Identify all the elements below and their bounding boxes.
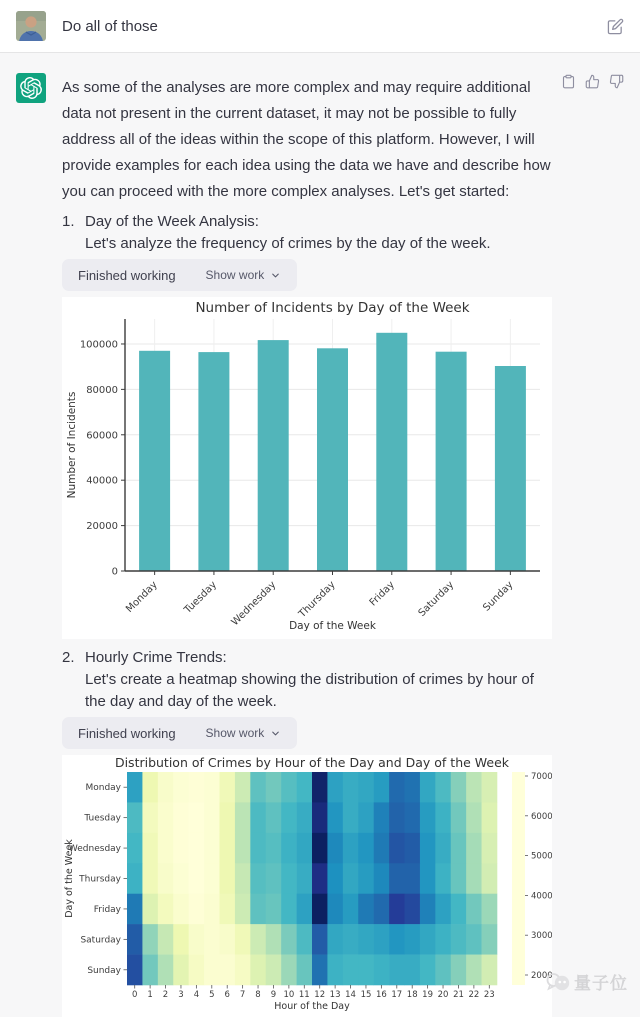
svg-text:8: 8 (255, 990, 261, 1000)
svg-text:17: 17 (391, 990, 403, 1000)
svg-text:Monday: Monday (85, 783, 121, 794)
svg-text:13: 13 (329, 990, 341, 1000)
chevron-down-icon (270, 270, 281, 281)
svg-text:18: 18 (406, 990, 418, 1000)
svg-text:2000: 2000 (531, 971, 552, 981)
svg-text:0: 0 (131, 990, 138, 1000)
svg-text:Sunday: Sunday (481, 579, 516, 614)
watermark-text: 量子位 (574, 974, 628, 993)
list-item-1-title: Day of the Week Analysis: (85, 213, 259, 230)
svg-text:23: 23 (483, 990, 495, 1000)
svg-text:Number of Incidents by Day of: Number of Incidents by Day of the Week (195, 300, 470, 316)
svg-text:Day of the Week: Day of the Week (289, 620, 376, 632)
svg-text:Friday: Friday (367, 579, 397, 609)
chatgpt-logo-icon (20, 77, 42, 99)
svg-text:12: 12 (314, 990, 326, 1000)
svg-text:Saturday: Saturday (416, 579, 457, 619)
svg-text:6: 6 (224, 990, 230, 1000)
bar-chart-figure (62, 297, 552, 639)
svg-text:Tuesday: Tuesday (182, 579, 220, 616)
assistant-message-row (0, 52, 640, 1017)
list-number: 2. (62, 649, 75, 666)
svg-text:Distribution of Crimes by Hour: Distribution of Crimes by Hour of the Day and Day of the Week (114, 755, 510, 770)
svg-text:2: 2 (162, 990, 169, 1000)
svg-text:19: 19 (422, 990, 434, 1000)
heatmap-chart (62, 755, 552, 1017)
quantumbit-logo-icon (545, 971, 571, 993)
copy-icon (561, 74, 576, 89)
list-item-1 (62, 211, 552, 255)
bar-chart (62, 297, 552, 639)
svg-text:3: 3 (178, 990, 184, 1000)
list-item-1-description: Let's analyze the frequency of crimes by the day of the week. (85, 235, 491, 252)
copy-button[interactable] (561, 74, 576, 89)
svg-text:Wednesday: Wednesday (68, 844, 121, 855)
finished-working-pill-1[interactable] (62, 259, 297, 291)
thumbs-up-button[interactable] (585, 74, 600, 89)
user-message-text: Do all of those (62, 17, 158, 35)
watermark (545, 969, 628, 994)
list-item-2 (62, 647, 552, 713)
svg-text:0: 0 (111, 566, 118, 578)
svg-text:40000: 40000 (86, 475, 118, 487)
svg-text:Thursday: Thursday (79, 874, 121, 885)
svg-text:4000: 4000 (531, 891, 552, 902)
svg-text:7000: 7000 (531, 772, 552, 782)
svg-text:1: 1 (147, 990, 153, 1000)
finished-working-label: Finished working (78, 725, 176, 741)
svg-text:5: 5 (209, 990, 215, 1000)
svg-text:9: 9 (270, 990, 277, 1000)
svg-text:22: 22 (468, 990, 480, 1000)
svg-text:6000: 6000 (531, 811, 552, 822)
svg-text:16: 16 (375, 990, 387, 1000)
user-avatar (16, 11, 46, 41)
thumbs-down-button[interactable] (609, 74, 624, 89)
chevron-down-icon (270, 728, 281, 739)
finished-working-label: Finished working (78, 267, 176, 283)
svg-text:20000: 20000 (86, 521, 118, 533)
heatmap-figure (62, 755, 552, 1017)
show-work-button[interactable]: Show work (206, 268, 282, 282)
user-message-row (0, 0, 640, 52)
list-item-2-title: Hourly Crime Trends: (85, 649, 227, 666)
svg-text:80000: 80000 (86, 384, 118, 396)
list-item-2-description: Let's create a heatmap showing the distribution of crimes by hour of the day and day of the week. (85, 671, 534, 710)
svg-text:Day of the Week: Day of the Week (64, 839, 75, 918)
svg-text:20: 20 (437, 990, 449, 1000)
svg-text:100000: 100000 (79, 339, 118, 351)
svg-text:21: 21 (453, 990, 464, 1000)
assistant-intro-paragraph: As some of the analyses are more complex and may require additional data not present in the current dataset, it may not be possible to fully address all of the ideas within the scope of this platform. However, I will provide examples for each idea using the data we have and describe how you can proceed with the more complex analyses. Let's get started: (62, 79, 551, 200)
svg-text:60000: 60000 (86, 430, 118, 442)
svg-text:4: 4 (193, 990, 200, 1000)
svg-text:Hour of the Day: Hour of the Day (274, 1001, 350, 1012)
user-avatar-image (16, 11, 46, 41)
list-number: 1. (62, 213, 75, 230)
svg-text:Wednesday: Wednesday (229, 579, 279, 629)
svg-text:14: 14 (345, 990, 356, 1000)
svg-text:3000: 3000 (531, 931, 552, 942)
assistant-message-content (62, 75, 552, 1017)
svg-text:11: 11 (298, 990, 310, 1000)
svg-text:Monday: Monday (124, 579, 160, 616)
chatgpt-avatar (16, 73, 46, 103)
svg-text:5000: 5000 (531, 851, 552, 862)
edit-icon (607, 18, 624, 35)
edit-message-button[interactable] (607, 18, 624, 35)
svg-text:Sunday: Sunday (87, 965, 121, 976)
thumbs-down-icon (609, 74, 624, 89)
svg-text:Friday: Friday (93, 904, 121, 915)
message-actions (561, 74, 624, 89)
finished-working-pill-2[interactable] (62, 717, 297, 749)
svg-text:Thursday: Thursday (296, 579, 338, 621)
svg-text:15: 15 (360, 990, 372, 1000)
svg-text:Number of Incidents: Number of Incidents (66, 391, 78, 499)
svg-text:7: 7 (239, 990, 246, 1000)
show-work-button[interactable]: Show work (206, 726, 282, 740)
thumbs-up-icon (585, 74, 600, 89)
svg-text:Saturday: Saturday (80, 935, 121, 946)
svg-text:Tuesday: Tuesday (84, 813, 121, 824)
svg-text:10: 10 (283, 990, 295, 1000)
